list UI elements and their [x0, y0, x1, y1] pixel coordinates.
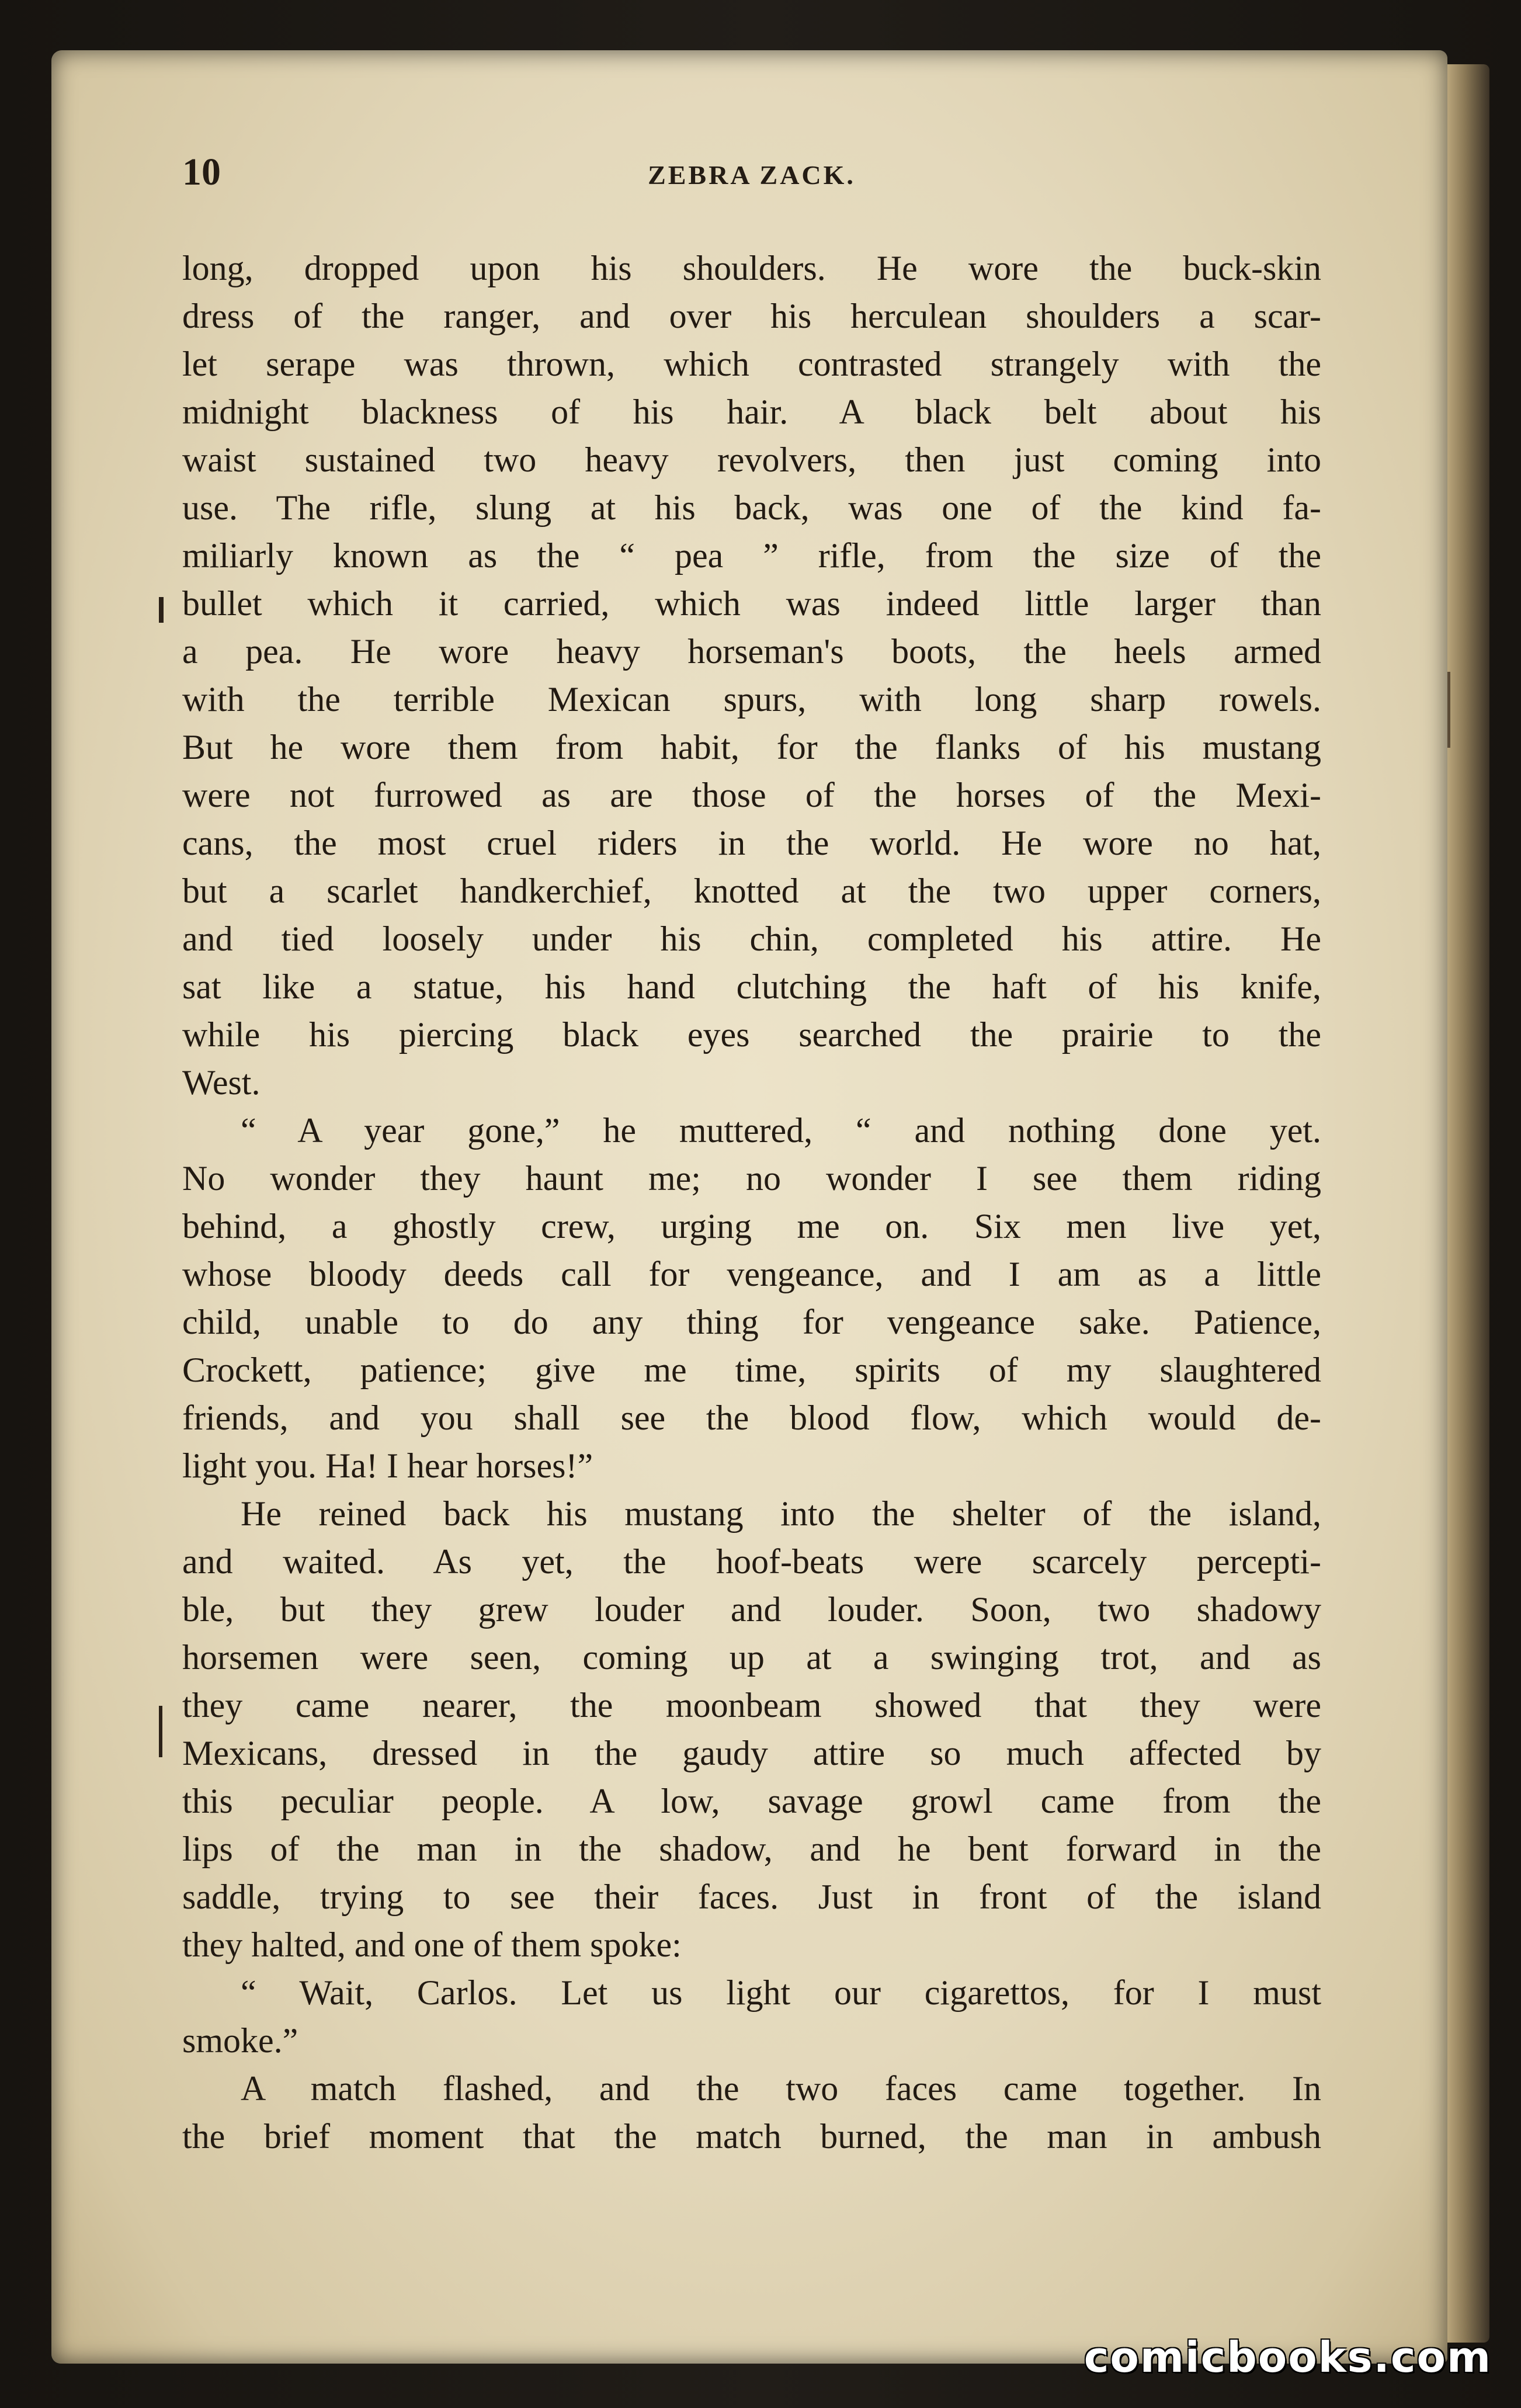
text-line: Mexicans, dressed in the gaudy attire so much affected by — [182, 1734, 1321, 1772]
text-line: horsemen were seen, coming up at a swinging trot, and as — [182, 1638, 1321, 1677]
text-line: A match flashed, and the two faces came together. In — [241, 2069, 1321, 2108]
text-line: “ A year gone,” he muttered, “ and nothing done yet. — [241, 1111, 1321, 1150]
text-line: No wonder they haunt me; no wonder I see them riding — [182, 1159, 1321, 1198]
text-line: with the terrible Mexican spurs, with long sharp rowels. — [182, 680, 1321, 719]
text-line: child, unable to do any thing for vengeance sake. Patience, — [182, 1303, 1321, 1341]
text-line: bullet which it carried, which was indeed little larger than — [182, 584, 1321, 623]
text-line: He reined back his mustang into the shelter of the island, — [241, 1494, 1321, 1533]
text-line: a pea. He wore heavy horseman's boots, the heels armed — [182, 632, 1321, 671]
page-edge — [1447, 64, 1489, 2343]
text-line: the brief moment that the match burned, the man in ambush — [182, 2117, 1321, 2156]
text-line: waist sustained two heavy revolvers, then just coming into — [182, 440, 1321, 479]
page-number: 10 — [182, 151, 221, 193]
text-line: ble, but they grew louder and louder. Soon, two shadowy — [182, 1590, 1321, 1629]
margin-mark — [159, 1706, 162, 1757]
text-line: sat like a statue, his hand clutching the haft of his knife, — [182, 967, 1321, 1006]
text-line: let serape was thrown, which contrasted strangely with the — [182, 345, 1321, 383]
text-line: while his piercing black eyes searched the prairie to the — [182, 1015, 1321, 1054]
text-line: use. The rifle, slung at his back, was one of the kind fa- — [182, 488, 1321, 527]
text-line: lips of the man in the shadow, and he bent forward in the — [182, 1830, 1321, 1868]
running-title: ZEBRA ZACK. — [648, 160, 856, 190]
text-line: miliarly known as the “ pea ” rifle, from the size of the — [182, 536, 1321, 575]
text-line: long, dropped upon his shoulders. He wore the buck-skin — [182, 249, 1321, 287]
site-watermark: comicbooks.com — [1084, 2333, 1492, 2382]
text-line: they came nearer, the moonbeam showed that they were — [182, 1686, 1321, 1725]
text-line: midnight blackness of his hair. A black belt about his — [182, 393, 1321, 431]
text-line: Crockett, patience; give me time, spirits of my slaughtered — [182, 1351, 1321, 1389]
text-line: friends, and you shall see the blood flow, which would de- — [182, 1399, 1321, 1437]
paragraph-end-line: they halted, and one of them spoke: — [182, 1925, 682, 1964]
text-line: but a scarlet handkerchief, knotted at the two upper corners, — [182, 872, 1321, 910]
text-line: But he wore them from habit, for the flanks of his mustang — [182, 728, 1321, 766]
text-line: whose bloody deeds call for vengeance, and I am as a little — [182, 1255, 1321, 1293]
text-line: cans, the most cruel riders in the world. He wore no hat, — [182, 824, 1321, 862]
text-line: saddle, trying to see their faces. Just in front of the island — [182, 1878, 1321, 1916]
margin-mark — [159, 597, 164, 623]
text-line: this peculiar people. A low, savage growl came from the — [182, 1782, 1321, 1820]
paragraph-end-line: smoke.” — [182, 2021, 298, 2060]
paragraph-end-line: West. — [182, 1063, 261, 1102]
text-line: dress of the ranger, and over his herculean shoulders a scar- — [182, 297, 1321, 335]
page-header — [182, 146, 1321, 199]
text-line: and waited. As yet, the hoof-beats were scarcely percepti- — [182, 1542, 1321, 1581]
text-line: “ Wait, Carlos. Let us light our cigarettos, for I must — [241, 1973, 1321, 2012]
body-text — [182, 244, 1321, 2160]
text-line: and tied loosely under his chin, completed his attire. He — [182, 920, 1321, 958]
text-line: were not furrowed as are those of the horses of the Mexi- — [182, 776, 1321, 814]
margin-mark — [1447, 672, 1450, 748]
text-line: behind, a ghostly crew, urging me on. Six men live yet, — [182, 1207, 1321, 1245]
paragraph-end-line: light you. Ha! I hear horses!” — [182, 1446, 593, 1485]
